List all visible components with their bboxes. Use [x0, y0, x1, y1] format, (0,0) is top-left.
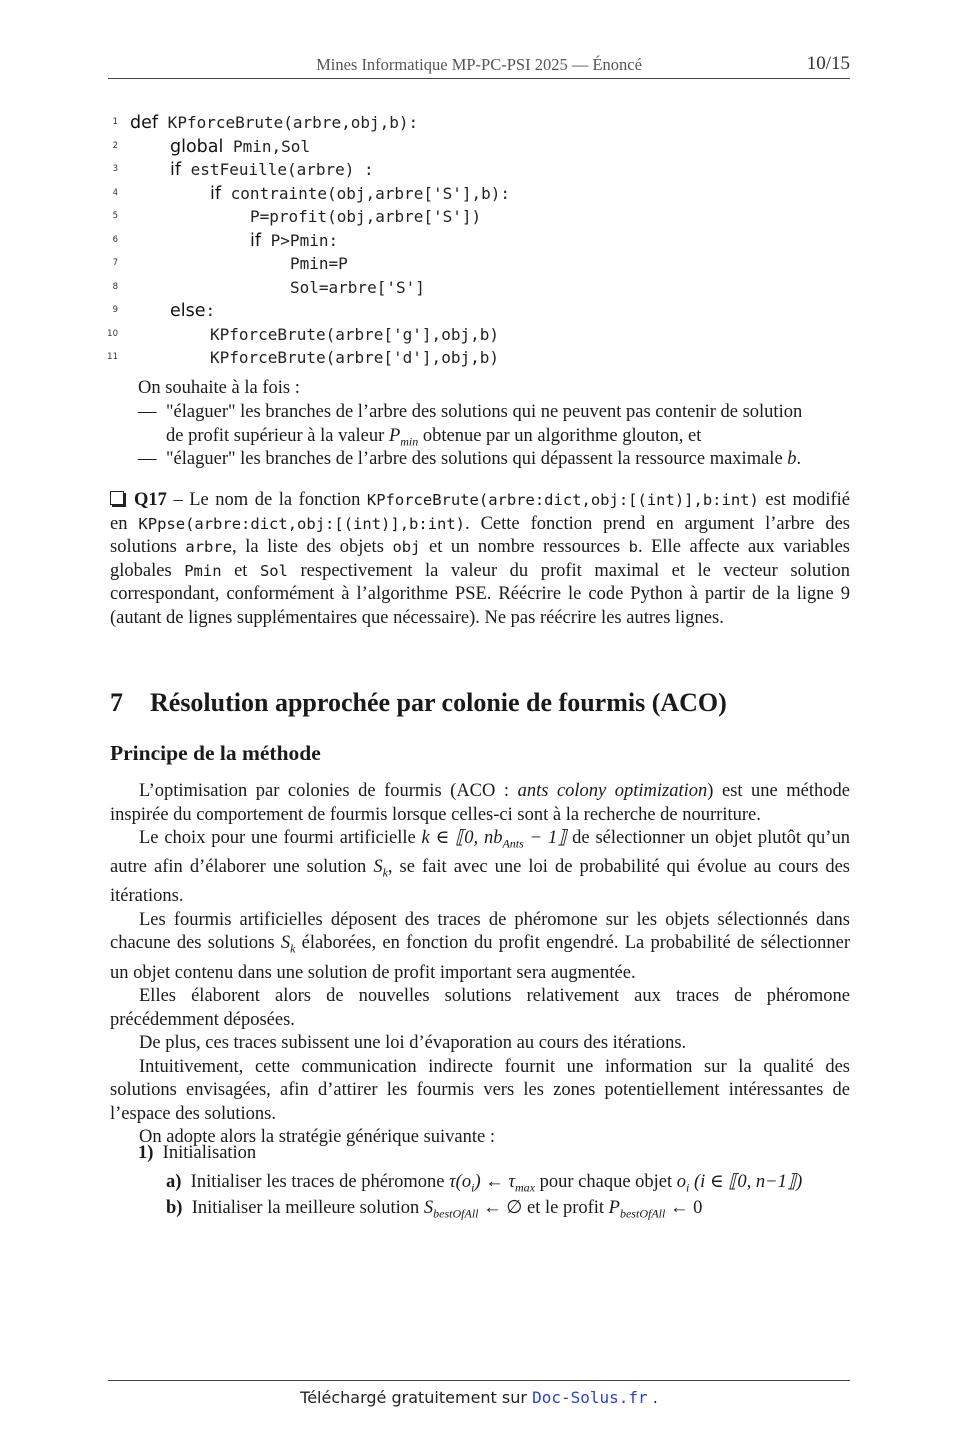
code-inline: Sol — [259, 561, 288, 580]
code-rest: KPforceBrute(arbre['d'],obj,b) — [210, 348, 499, 367]
question-text: respectivement la valeur du profit maximal et le vecteur solution correspondant, conformément à l’algorithme PSE. Réécrire le code Python à partir de la ligne 9 (autant de lignes supplémentaires que nécessaire). Ne pas réécrire les autres lignes. — [110, 560, 851, 628]
code-rest: Sol=arbre['S'] — [290, 277, 425, 297]
code-rest: : — [205, 301, 216, 320]
paragraph: Elles élaborent alors de nouvelles solutions relativement aux traces de phéromone précédemment déposées. — [110, 986, 850, 1030]
paragraph: Le choix pour une fourmi artificielle k ∈ ⟦0, $nb_{Ants}$ − 1⟧ de sélectionner un objet plutôt qu’un autre afin d’élaborer une solution $S_k$, se fait avec une loi de probabilité qui évolue au cours des itérations. — [110, 828, 851, 907]
footer-link[interactable]: Doc-Solus.fr — [532, 1388, 648, 1407]
page-header — [108, 52, 850, 79]
code-text — [170, 135, 310, 160]
line-number: 4 — [112, 187, 118, 198]
step-label: a) — [166, 1172, 182, 1192]
code-inline: Pmin — [184, 561, 222, 580]
code-rest: P=profit(obj,arbre['S']) — [250, 207, 482, 226]
paragraph: De plus, ces traces subissent une loi d’évaporation au cours des itérations. — [139, 1033, 687, 1054]
line-number: 11 — [107, 352, 118, 362]
step-label: b) — [166, 1198, 183, 1218]
step-label: 1) — [138, 1143, 154, 1163]
math-sub: min — [400, 434, 419, 449]
line-number: 1 — [112, 117, 118, 127]
code-text — [210, 323, 499, 347]
math-var: b — [787, 449, 797, 469]
intro-text: On souhaite à la fois : — [138, 378, 300, 398]
step-text: Initialisation — [162, 1143, 257, 1163]
line-number: 6 — [112, 234, 118, 245]
code-keyword: def — [130, 113, 159, 133]
code-rest: contrainte(obj,arbre['S'],b): — [221, 183, 511, 203]
checkbox-icon — [110, 491, 124, 505]
bullet-dash: — — [138, 402, 157, 422]
question-text: . Cette fonction prend en argument l’arbre des solutions — [110, 513, 850, 557]
question-q17 — [110, 489, 850, 630]
step-1a: a) Initialiser les traces de phéromone $\tau(o_i)$ ← $\tau_{max}$ pour chaque objet $o_i$ (i ∈ ⟦0, n−1⟧) — [166, 1172, 803, 1195]
paragraph: On adopte alors la stratégie générique suivante : — [139, 1127, 495, 1148]
line-number: 8 — [112, 281, 118, 292]
code-inline: KPforceBrute(arbre:dict,obj:[(int)],b:int) — [366, 491, 759, 509]
page-footer — [108, 1380, 850, 1407]
line-number: 10 — [107, 328, 118, 339]
code-text — [290, 252, 348, 276]
bullet-item — [138, 448, 850, 472]
section-heading — [110, 688, 727, 718]
section-number: 7 — [110, 688, 123, 717]
line-number: 3 — [112, 164, 118, 174]
bullet-text: de profit supérieur à la valeur — [166, 425, 389, 446]
header-title: Mines Informatique MP-PC-PSI 2025 — Énoncé — [316, 55, 642, 74]
step-1b: b) Initialiser la meilleure solution $S_{bestOfAll}$ ← ∅ et le profit $P_{bestOfAll}$ ← 0 — [166, 1198, 703, 1221]
section-title: Résolution approchée par colonie de fourmis (ACO) — [150, 688, 727, 717]
code-inline: KPpse(arbre:dict,obj:[(int)],b:int) — [138, 514, 466, 533]
question-text: , la liste des objets — [232, 537, 393, 557]
footer-text: . — [647, 1388, 658, 1407]
code-keyword: if — [170, 160, 182, 180]
question-sep: – — [166, 490, 190, 510]
code-text — [210, 182, 510, 207]
bullet-text: obtenue par un algorithme glouton, et — [418, 425, 702, 446]
paragraph: L’optimisation par colonies de fourmis (ACO : ants colony optimization) est une méthode inspirée du comportement de fourmis lorsque celles-ci sont à la recherche de nourriture. — [110, 781, 850, 825]
line-number: 5 — [112, 211, 118, 221]
math-var: P — [388, 425, 401, 446]
code-keyword: global — [170, 136, 224, 157]
code-text — [210, 346, 499, 370]
code-rest: estFeuille(arbre) : — [181, 160, 374, 179]
bullet-text: "élaguer" les branches de l’arbre des solutions qui dépassent la ressource maximale — [166, 449, 788, 469]
code-rest: Pmin,Sol — [223, 136, 311, 156]
code-rest: Pmin=P — [290, 254, 348, 273]
question-text: et — [221, 560, 260, 581]
question-text: Le nom de la fonction — [189, 490, 367, 510]
line-number: 7 — [112, 258, 118, 268]
code-inline: obj — [392, 538, 421, 556]
footer-text: Téléchargé gratuitement sur — [300, 1388, 533, 1407]
paragraph: Intuitivement, cette communication indirecte fournit une information sur la qualité des solutions envisagées, afin d’attirer les fourmis vers les zones potentiellement intéressantes de l’espace des solutions. — [110, 1056, 850, 1124]
bullet-dash: — — [138, 449, 157, 469]
bullet-text: "élaguer" les branches de l’arbre des solutions qui ne peuvent pas contenir de solution — [166, 402, 803, 422]
code-text — [250, 229, 338, 254]
code-keyword: if — [250, 230, 262, 251]
page-number: 10/15 — [806, 53, 850, 74]
code-rest: KPforceBrute(arbre['g'],obj,b) — [210, 324, 499, 344]
question-text: est modifié en — [110, 490, 851, 534]
code-inline: arbre — [185, 538, 233, 556]
code-text — [130, 111, 418, 136]
step-1 — [138, 1142, 256, 1166]
code-text — [170, 158, 374, 183]
question-text: . Elle affecte aux variables globales — [110, 537, 850, 581]
code-rest: P>Pmin: — [261, 230, 339, 250]
body-text — [110, 780, 850, 1150]
code-inline: b — [628, 538, 638, 556]
bullet-item — [138, 401, 850, 448]
line-number: 9 — [112, 305, 118, 315]
subsection-heading: Principe de la méthode — [110, 741, 321, 765]
code-text — [290, 276, 425, 300]
question-text: et un nombre ressources — [420, 537, 629, 557]
code-text — [170, 299, 215, 324]
question-label: Q17 — [134, 490, 167, 510]
code-rest: KPforceBrute(arbre,obj,b): — [158, 113, 419, 132]
code-keyword: else — [170, 301, 206, 321]
line-number: 2 — [112, 140, 118, 151]
code-keyword: if — [210, 183, 222, 204]
paragraph: Les fourmis artificielles déposent des traces de phéromone sur les objets sélectionnés dans chacune des solutions $S_k$ élaborées, en fonction du profit engendré. La probabilité de sélectionner un objet contenu dans une solution de profit important sera augmentée. — [110, 909, 850, 983]
bullet-text: . — [796, 449, 802, 469]
code-text — [250, 205, 481, 229]
